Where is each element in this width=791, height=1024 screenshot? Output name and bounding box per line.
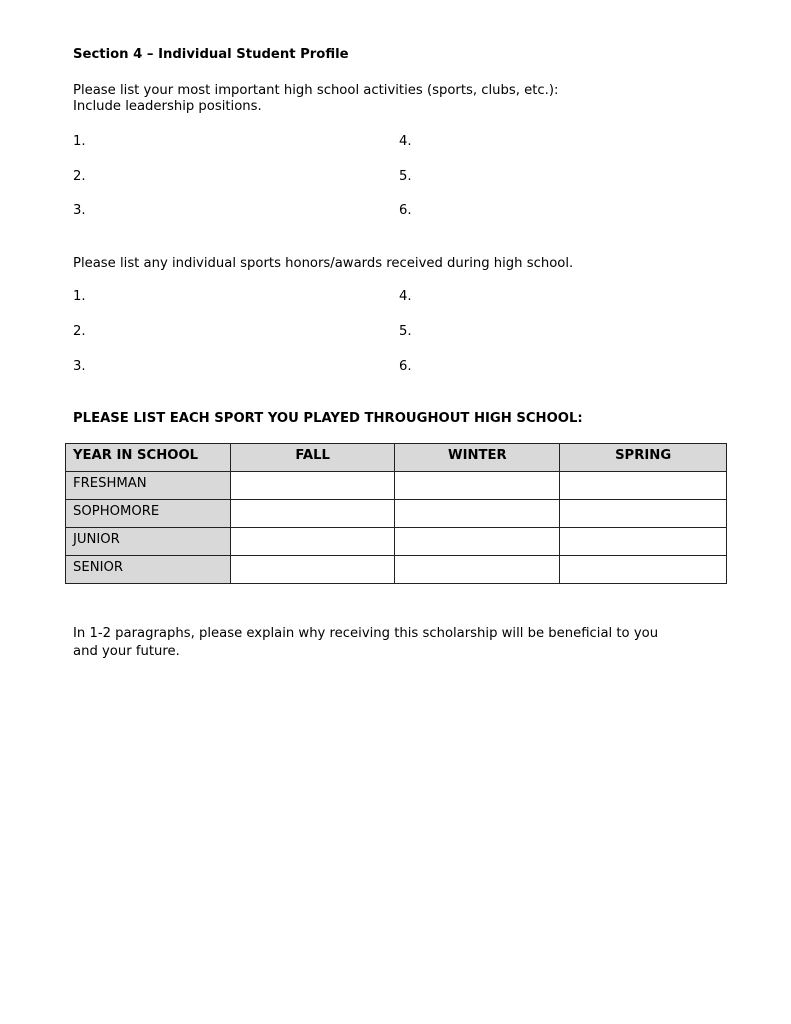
row-label: FRESHMAN <box>66 472 231 500</box>
row-label: JUNIOR <box>66 528 231 556</box>
activity-item-5: 5. <box>399 169 412 184</box>
honor-item-6: 6. <box>399 359 412 374</box>
table-cell[interactable] <box>395 500 560 528</box>
table-cell[interactable] <box>230 472 395 500</box>
column-header: FALL <box>230 444 395 472</box>
table-row <box>66 556 727 584</box>
section-title: Section 4 – Individual Student Profile <box>73 47 349 62</box>
activity-item-3: 3. <box>73 203 86 218</box>
honor-item-5: 5. <box>399 324 412 339</box>
activities-prompt: Please list your most important high school activities (sports, clubs, etc.): <box>73 83 559 98</box>
table-row <box>66 500 727 528</box>
activity-item-2: 2. <box>73 169 86 184</box>
table-cell[interactable] <box>395 528 560 556</box>
table-header-row <box>66 444 727 472</box>
table-cell[interactable] <box>230 556 395 584</box>
column-header: WINTER <box>395 444 560 472</box>
column-header: SPRING <box>560 444 727 472</box>
table-cell[interactable] <box>230 528 395 556</box>
table-cell[interactable] <box>560 500 727 528</box>
essay-prompt-2: and your future. <box>73 644 180 659</box>
honors-prompt: Please list any individual sports honors/awards received during high school. <box>73 256 574 271</box>
table-cell[interactable] <box>230 500 395 528</box>
table-cell[interactable] <box>395 472 560 500</box>
honor-item-2: 2. <box>73 324 86 339</box>
sports-table <box>65 443 727 584</box>
activity-item-4: 4. <box>399 134 412 149</box>
honor-item-3: 3. <box>73 359 86 374</box>
honor-item-4: 4. <box>399 289 412 304</box>
column-header: YEAR IN SCHOOL <box>66 444 231 472</box>
sports-heading: PLEASE LIST EACH SPORT YOU PLAYED THROUGHOUT HIGH SCHOOL: <box>73 411 583 426</box>
activity-item-6: 6. <box>399 203 412 218</box>
honor-item-1: 1. <box>73 289 86 304</box>
table-row <box>66 472 727 500</box>
table-cell[interactable] <box>560 556 727 584</box>
row-label: SENIOR <box>66 556 231 584</box>
table-cell[interactable] <box>560 472 727 500</box>
table-cell[interactable] <box>395 556 560 584</box>
row-label: SOPHOMORE <box>66 500 231 528</box>
table-row <box>66 528 727 556</box>
activity-item-1: 1. <box>73 134 86 149</box>
activities-prompt-2: Include leadership positions. <box>73 99 262 114</box>
essay-prompt: In 1-2 paragraphs, please explain why receiving this scholarship will be beneficial to you <box>73 626 659 641</box>
table-cell[interactable] <box>560 528 727 556</box>
